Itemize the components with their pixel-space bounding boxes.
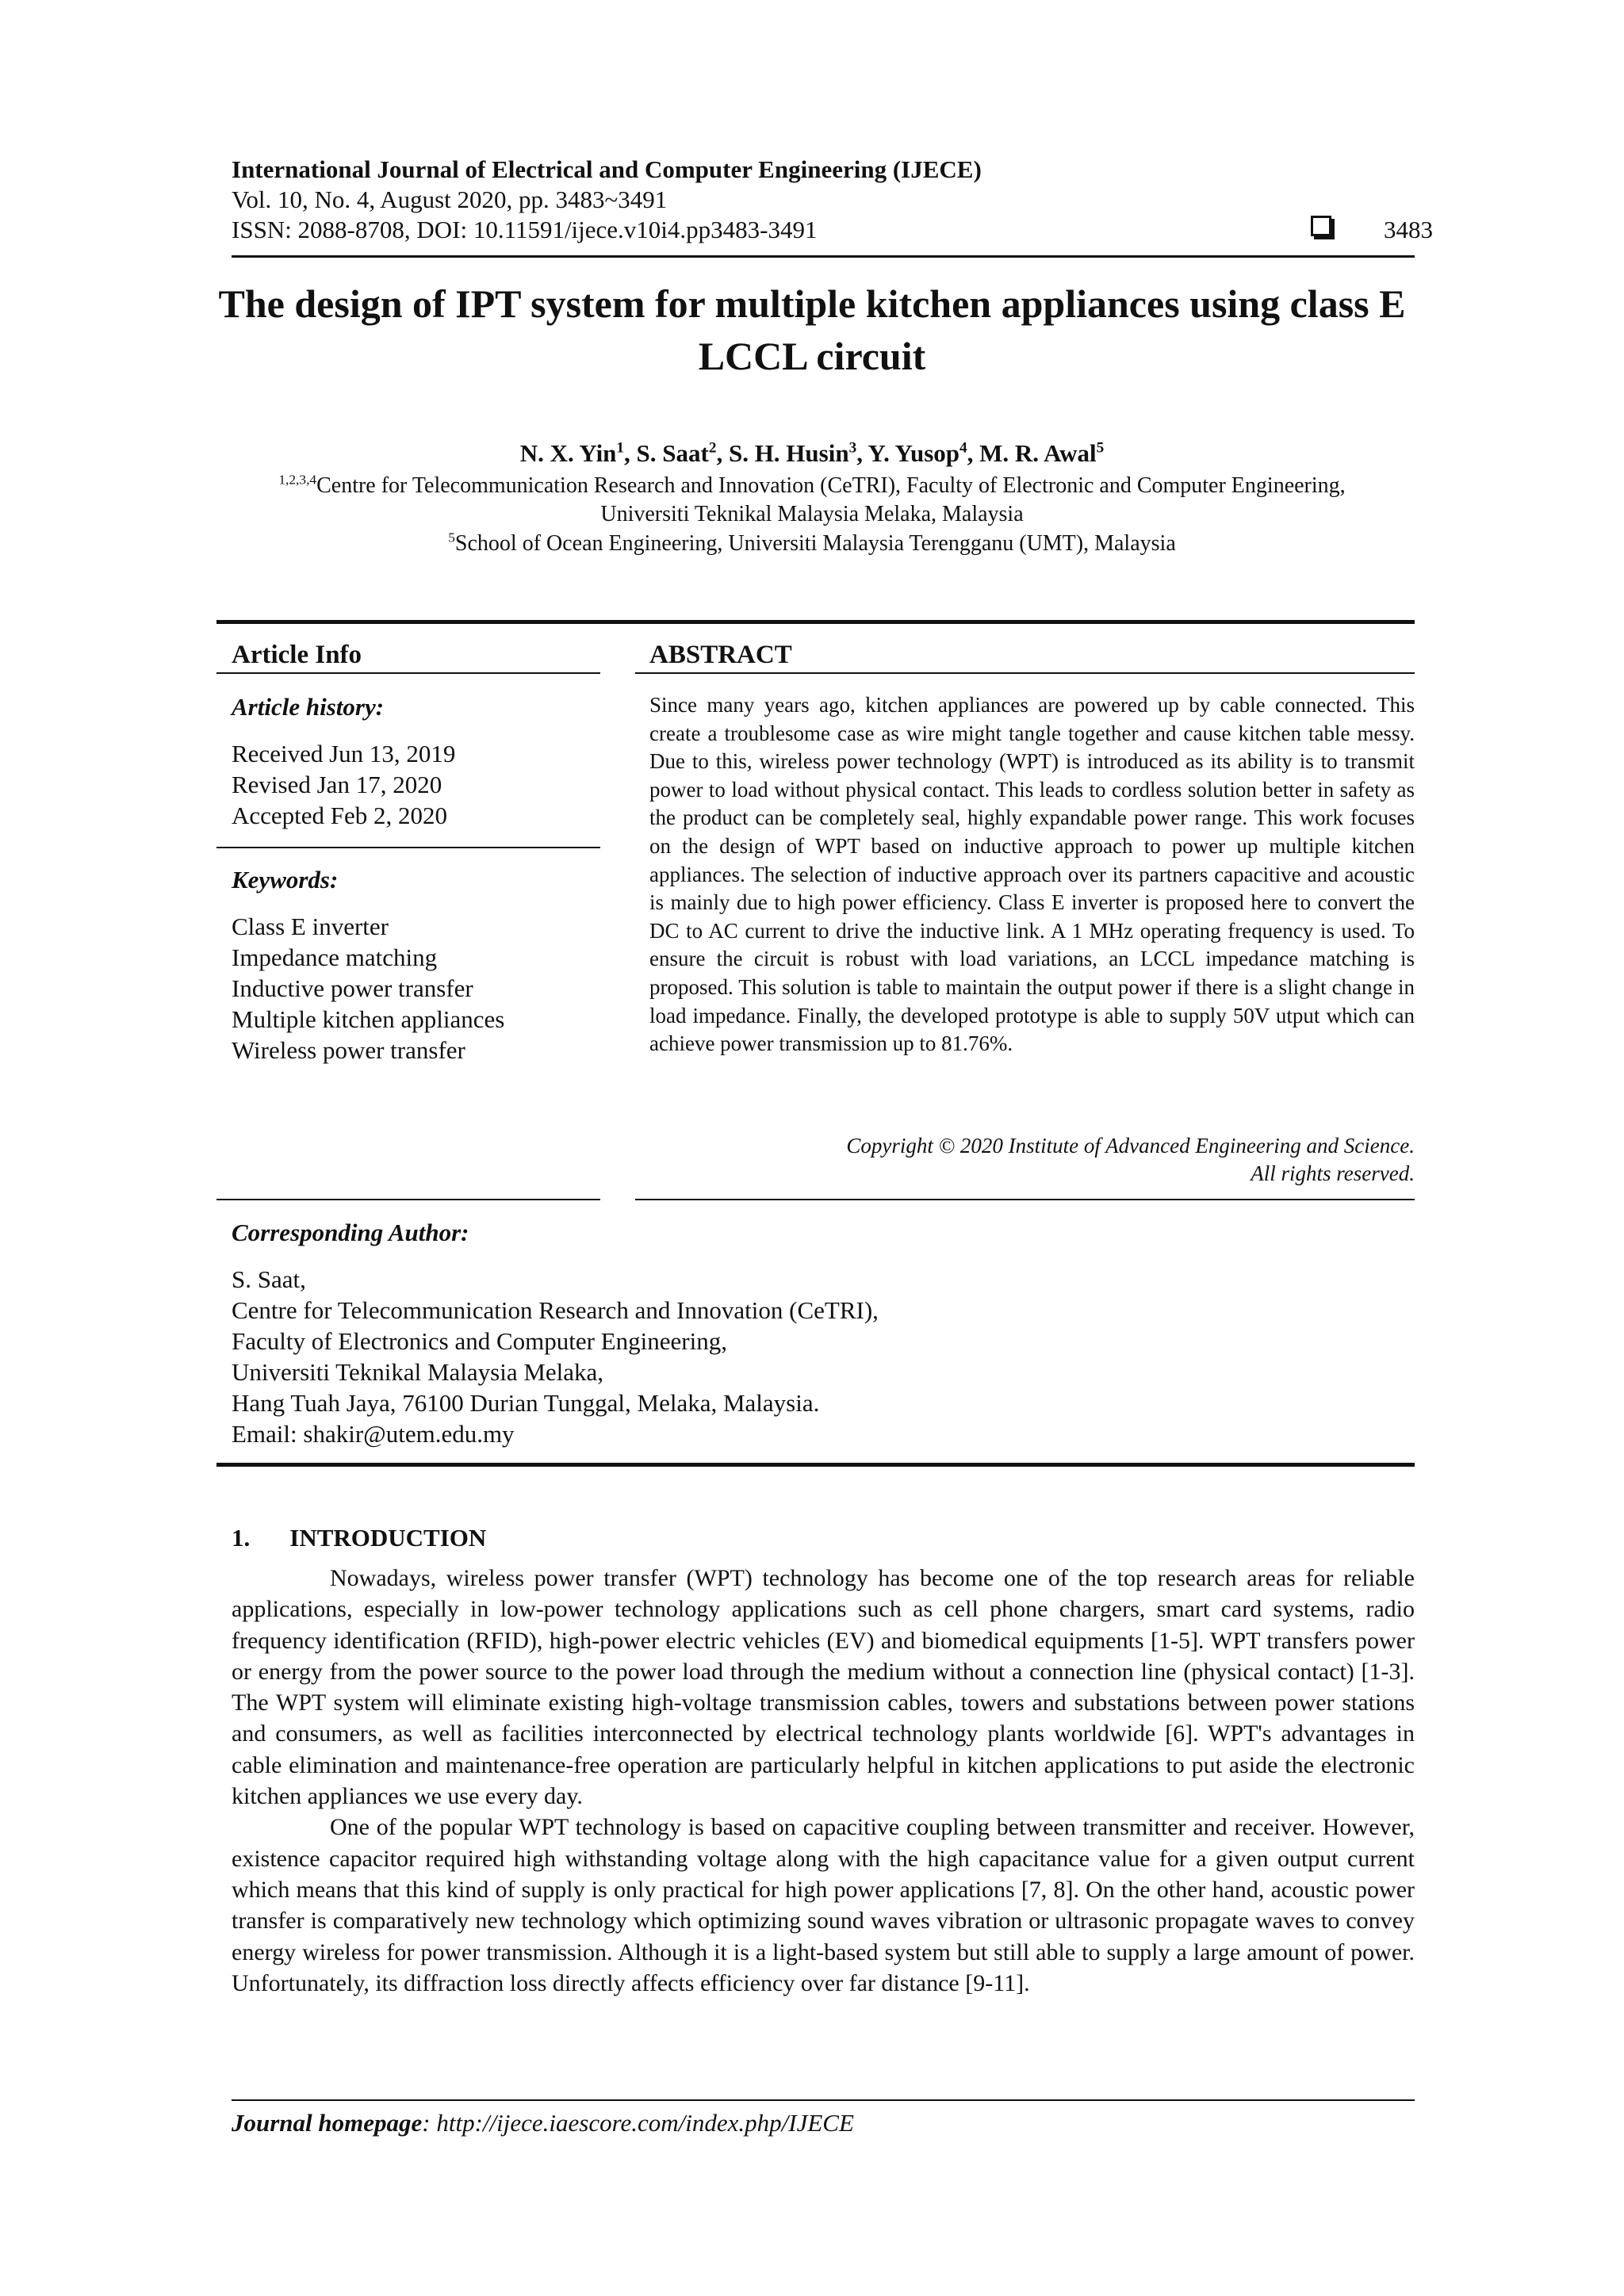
info-top-rule	[216, 620, 1415, 624]
author-sup: 1	[616, 439, 625, 457]
history-accepted: Accepted Feb 2, 2020	[232, 802, 448, 829]
author-sup: 3	[848, 439, 857, 457]
affiliation-1-line-2: Universiti Teknikal Malaysia Melaka, Malaysia	[600, 502, 1024, 526]
abstract-paragraph: Since many years ago, kitchen appliances are powered up by cable connected. This create a troublesome case as wire might tangle together and cause kitchen table messy. Due to this, wireless power technology (WPT) is introduced as its ability is to transmit power to load without physical contact. This leads to cordless solution better in safety as the product can be completely seal, highly expandable power range. This work focuses on the design of WPT based on inductive approach to power up multiple kitchen appliances. The selection of inductive approach over its partners capacitive and acoustic is mainly due to high power efficiency. Class E inverter is proposed here to convert the DC to AC current to drive the inductive link. A 1 MHz operating frequency is used. To ensure the circuit is robust with load variations, an LCCL impedance matching is proposed. This solution is table to maintain the output power if there is a slight change in load impedance. Finally, the developed prototype is able to supply 50V utput which can achieve power transmission up to 81.76%.	[649, 693, 1415, 1056]
author: N. X. Yin	[519, 439, 617, 467]
corresponding-name: S. Saat,	[232, 1265, 306, 1293]
info-end-rule	[216, 1463, 1415, 1467]
rights-line: All rights reserved.	[1251, 1161, 1415, 1185]
keyword: Impedance matching	[232, 943, 438, 971]
homepage-separator: :	[422, 2109, 437, 2137]
page-number: 3483	[1384, 216, 1433, 243]
keywords-heading: Keywords:	[232, 866, 339, 894]
corresponding-university: Universiti Teknikal Malaysia Melaka,	[232, 1358, 604, 1386]
corresponding-author-details	[232, 1264, 879, 1449]
keyword: Inductive power transfer	[232, 974, 473, 1002]
journal-name: International Journal of Electrical and Computer Engineering (IJECE)	[232, 155, 982, 183]
square-bullet-icon	[1311, 216, 1331, 236]
paper-title: The design of IPT system for multiple kitchen appliances using class E LCCL circuit	[218, 281, 1406, 378]
keyword: Multiple kitchen appliances	[232, 1005, 505, 1033]
abstract-heading: ABSTRACT	[649, 641, 792, 669]
footer-rule	[232, 2099, 1415, 2101]
author-list: N. X. Yin$^1$, S. Saat$^2$, S. H. Husin$^3$, Y. Yusop$^4$, M. R. Awal$^5$	[519, 439, 1105, 467]
corresponding-author-heading: Corresponding Author:	[232, 1219, 469, 1246]
author: M. R. Awal	[979, 439, 1097, 467]
journal-homepage	[232, 2109, 854, 2137]
author: Y. Yusop	[868, 439, 960, 467]
header-rule	[232, 255, 1415, 258]
abstract-bottom-rule	[635, 1199, 1415, 1200]
homepage-link[interactable]: http://ijece.iaescore.com/index.php/IJECE	[436, 2109, 854, 2137]
article-history-heading: Article history:	[232, 693, 385, 721]
intro-paragraph: Nowadays, wireless power transfer (WPT) technology has become one of the top research areas for reliable applications, especially in low-power technology applications such as cell phone chargers, smart card systems, radio frequency identification (RFID), high-power electric vehicles (EV) and biomedical equipments [1-5]. WPT transfers power or energy from the power source to the power load through the medium without a connection line (physical contact) [1-3]. The WPT system will eliminate existing high-voltage transmission cables, towers and substations between power stations and consumers, as well as facilities interconnected by electrical technology plants worldwide [6]. WPT's advantages in cable elimination and maintenance-free operation are particularly helpful in kitchen applications to put aside the electronic kitchen appliances we use every day.	[232, 1565, 1415, 1810]
journal-volume: Vol. 10, No. 4, August 2020, pp. 3483~3491	[232, 186, 668, 213]
affiliation-2	[159, 530, 1465, 558]
author: S. Saat	[636, 439, 709, 467]
journal-issn-doi: ISSN: 2088-8708, DOI: 10.11591/ijece.v10i4.pp3483-3491	[232, 216, 818, 243]
corresponding-centre: Centre for Telecommunication Research and Innovation (CeTRI),	[232, 1296, 879, 1324]
affiliation-line: Centre for Telecommunication Research and Innovation (CeTRI), Faculty of Electronic and Computer Engineering,	[316, 473, 1346, 498]
copyright-line: Copyright © 2020 Institute of Advanced Engineering and Science.	[846, 1134, 1415, 1158]
introduction-body	[232, 1563, 1415, 1999]
affiliation-line: School of Ocean Engineering, Universiti Malaysia Terengganu (UMT), Malaysia	[454, 531, 1176, 556]
history-revised: Revised Jan 17, 2020	[232, 771, 442, 798]
section-title: INTRODUCTION	[289, 1524, 487, 1552]
abstract-text	[649, 691, 1415, 1058]
intro-paragraph: One of the popular WPT technology is based on capacitive coupling between transmitter and receiver. However, existence capacitor required high withstanding voltage along with the high capacitance value for a given output current which means that this kind of supply is only practical for high power applications [7, 8]. On the other hand, acoustic power transfer is comparatively new technology which optimizing sound waves vibration or ultrasonic propagate waves to convey energy wireless for power transmission. Although it is a light-based system but still able to supply a large amount of power. Unfortunately, its diffraction loss directly affects efficiency over far distance [9-11].	[232, 1814, 1415, 1996]
keyword: Class E inverter	[232, 913, 389, 940]
history-received: Received Jun 13, 2019	[232, 740, 456, 767]
author-sup: 2	[708, 439, 717, 457]
info-bottom-rule	[216, 1199, 600, 1200]
copyright-notice	[846, 1132, 1415, 1188]
article-info-heading: Article Info	[232, 641, 362, 669]
keyword: Wireless power transfer	[232, 1036, 465, 1064]
corresponding-faculty: Faculty of Electronics and Computer Engineering,	[232, 1327, 727, 1355]
author-sup: 4	[959, 439, 967, 457]
affiliation-sup: 1,2,3,4	[278, 472, 317, 488]
affiliation-sup: 5	[448, 530, 455, 545]
introduction-heading	[232, 1524, 486, 1552]
author: S. H. Husin	[728, 439, 849, 467]
keywords-list	[232, 911, 504, 1066]
section-number: 1.	[232, 1524, 251, 1552]
corresponding-email: Email: shakir@utem.edu.my	[232, 1420, 515, 1448]
homepage-label: Journal homepage	[232, 2109, 423, 2137]
author-sup: 5	[1096, 439, 1105, 457]
corresponding-address: Hang Tuah Jaya, 76100 Durian Tunggal, Melaka, Malaysia.	[232, 1389, 820, 1417]
abstract-rule	[635, 672, 1415, 674]
article-info-rule	[216, 672, 600, 674]
affiliation-1	[159, 472, 1465, 500]
keywords-rule	[216, 847, 600, 848]
article-history-list	[232, 738, 455, 831]
